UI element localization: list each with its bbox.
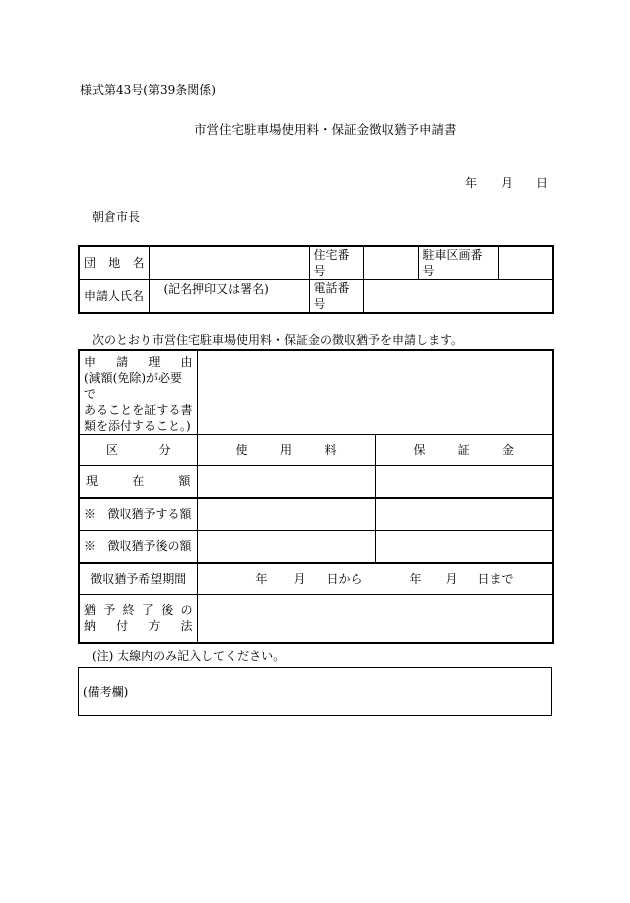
housing-no-label: 住宅番号	[309, 246, 363, 280]
note-mark: ※	[84, 539, 97, 554]
category-header: 区分	[79, 435, 197, 466]
after-amount-label: 徴収猶予後の額	[107, 539, 192, 554]
footnote: (注) 太線内のみ記入してください。	[92, 649, 286, 663]
reason-note-1: (減額(免除)が必要で	[84, 371, 183, 401]
period-to-year: 年	[409, 571, 422, 586]
date-day: 日	[536, 176, 549, 190]
defer-amount-label-cell	[79, 498, 197, 531]
intro-sentence: 次のとおり市営住宅駐車場使用料・保証金の徴収猶予を申請します。	[92, 333, 464, 347]
remarks-box[interactable]	[78, 667, 552, 716]
reason-note-3: 類を添付すること。)	[84, 419, 191, 433]
reason-field[interactable]	[197, 350, 553, 435]
date-year: 年	[465, 176, 478, 190]
application-table	[78, 349, 554, 644]
housing-no-field[interactable]	[363, 246, 418, 280]
reason-note-2: あることを証する書	[84, 403, 193, 417]
complex-label: 団地名	[79, 246, 149, 280]
deposit-header: 保証金	[375, 435, 553, 466]
current-amount-label: 現在額	[79, 466, 197, 498]
period-from-year: 年	[255, 571, 268, 586]
payment-method-label-2: 納付方法	[84, 619, 193, 634]
document-title: 市営住宅駐車場使用料・保証金徴収猶予申請書	[194, 122, 457, 137]
parking-no-label: 駐車区画番号	[418, 246, 498, 280]
form-number: 様式第43号(第39条関係)	[80, 83, 216, 97]
after-amount-label-cell	[79, 531, 197, 563]
after-usage-fee-field[interactable]	[197, 531, 375, 563]
applicant-name-label: 申請人氏名	[79, 280, 149, 314]
complex-field[interactable]	[149, 246, 309, 280]
reason-label-cell	[79, 350, 197, 435]
current-usage-fee-field[interactable]	[197, 466, 375, 498]
payment-method-label-1: 猶予終了後の	[84, 603, 193, 618]
remarks-label: (備考欄)	[83, 685, 129, 699]
after-deposit-field[interactable]	[375, 531, 553, 563]
phone-field[interactable]	[363, 280, 553, 314]
date-month: 月	[501, 176, 514, 190]
payment-method-field[interactable]	[197, 595, 553, 643]
defer-amount-label: 徴収猶予する額	[107, 507, 192, 522]
period-from-day: 日から	[326, 571, 363, 586]
period-from-month: 月	[293, 571, 306, 586]
applicant-table	[78, 245, 554, 314]
period-label: 徴収猶予希望期間	[79, 563, 197, 595]
phone-label: 電話番号	[309, 280, 363, 314]
period-to-month: 月	[445, 571, 458, 586]
addressee: 朝倉市長	[92, 210, 141, 224]
note-mark: ※	[84, 507, 97, 522]
defer-deposit-field[interactable]	[375, 498, 553, 531]
period-to-day: 日まで	[477, 571, 514, 586]
period-field[interactable]	[197, 563, 553, 595]
parking-no-field[interactable]	[498, 246, 553, 280]
seal-note: (記名押印又は署名)	[163, 282, 269, 296]
defer-usage-fee-field[interactable]	[197, 498, 375, 531]
payment-method-label-cell	[79, 595, 197, 643]
usage-fee-header: 使用料	[197, 435, 375, 466]
current-deposit-field[interactable]	[375, 466, 553, 498]
applicant-name-field[interactable]	[149, 280, 309, 314]
reason-label: 申請理由	[84, 355, 193, 369]
